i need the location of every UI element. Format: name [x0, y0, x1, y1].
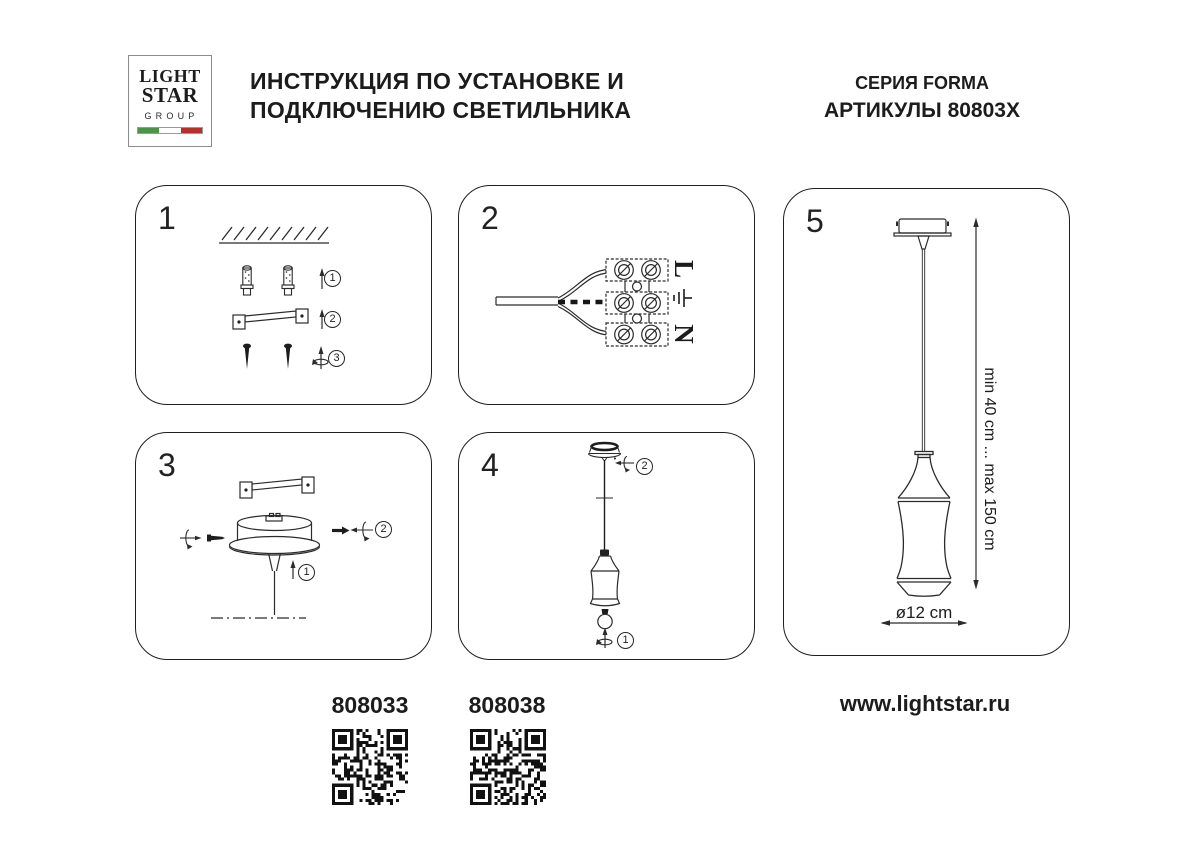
ceiling-hatch: [219, 227, 329, 243]
panel-step-1: [135, 185, 432, 405]
earth-ground-icon: [674, 289, 692, 307]
light-bulb: [598, 609, 612, 629]
flag-green-stripe: [138, 128, 159, 133]
step3-drawing: [136, 433, 433, 661]
step-marker-1: 1: [324, 270, 341, 287]
diameter-label: ø12 cm: [895, 603, 953, 622]
italian-flag-icon: [137, 127, 203, 134]
right-arrow-icon: [332, 527, 350, 535]
lamp-socket: [600, 550, 609, 556]
flag-white-stripe: [159, 128, 180, 133]
series-label: СЕРИЯ FORMA: [855, 73, 989, 93]
logo-word-group: GROUP: [144, 111, 199, 121]
step-number-4: 4: [481, 447, 499, 483]
step-number-2: 2: [481, 200, 499, 236]
step1-drawing: [136, 186, 433, 406]
screwdriver-rotate-icon: [312, 346, 328, 369]
height-range-label: min 40 cm ... max 150 cm: [981, 367, 998, 551]
step-marker-1: 1: [298, 564, 315, 581]
up-arrow-1-icon: [291, 560, 296, 579]
suspension-cord: [922, 249, 924, 452]
step-number-1: 1: [158, 200, 176, 236]
panel-step-4: [458, 432, 755, 660]
left-screw-rotate-icon: [180, 530, 225, 550]
height-dimension-line: [973, 218, 978, 590]
flag-red-stripe: [181, 128, 202, 133]
terminal-label-live: L: [669, 259, 699, 278]
step5-drawing: [784, 189, 1071, 657]
lamp-shade: [591, 556, 620, 606]
step-number-5: 5: [806, 203, 824, 239]
panel-step-5: [783, 188, 1070, 656]
article-number-1: 808033: [331, 692, 409, 718]
step-marker-2: 2: [375, 521, 392, 538]
qr-code-article-1: [332, 729, 408, 805]
step-marker-2: 2: [636, 458, 653, 475]
ceiling-canopy: [894, 219, 951, 249]
step-marker-3: 3: [328, 350, 345, 367]
step-number-3: 3: [158, 447, 176, 483]
screws: [243, 344, 292, 369]
terminal-label-neutral: N: [669, 324, 699, 344]
logo-word-star: STAR: [141, 83, 199, 107]
step2-drawing: [459, 186, 756, 406]
logo-word-light: LIGHT: [139, 66, 201, 86]
article-number-2: 808038: [468, 692, 546, 718]
lightstar-logo: [128, 55, 212, 147]
panel-step-3: [135, 432, 432, 660]
step4-drawing: [459, 433, 756, 661]
ceiling-canopy: [589, 443, 621, 461]
screw-rotate-icon: [615, 457, 634, 473]
page-title-line1: ИНСТРУКЦИЯ ПО УСТАНОВКЕ И: [250, 68, 625, 94]
articles-label: АРТИКУЛЫ 80803X: [824, 99, 1020, 122]
right-screw-rotate-icon: [351, 522, 374, 542]
panel-step-2: [458, 185, 755, 405]
step-marker-1: 1: [617, 632, 634, 649]
website-url: www.lightstar.ru: [839, 691, 1011, 716]
mounting-bracket: [233, 309, 308, 329]
page-title-line2: ПОДКЛЮЧЕНИЮ СВЕТИЛЬНИКА: [250, 97, 632, 123]
supply-cable: [496, 270, 609, 336]
qr-code-article-2: [470, 729, 546, 805]
bulb-rotate-icon: [596, 628, 612, 649]
step-marker-2: 2: [324, 311, 341, 328]
lamp-shade: [897, 452, 951, 597]
mounting-bracket: [240, 477, 314, 498]
